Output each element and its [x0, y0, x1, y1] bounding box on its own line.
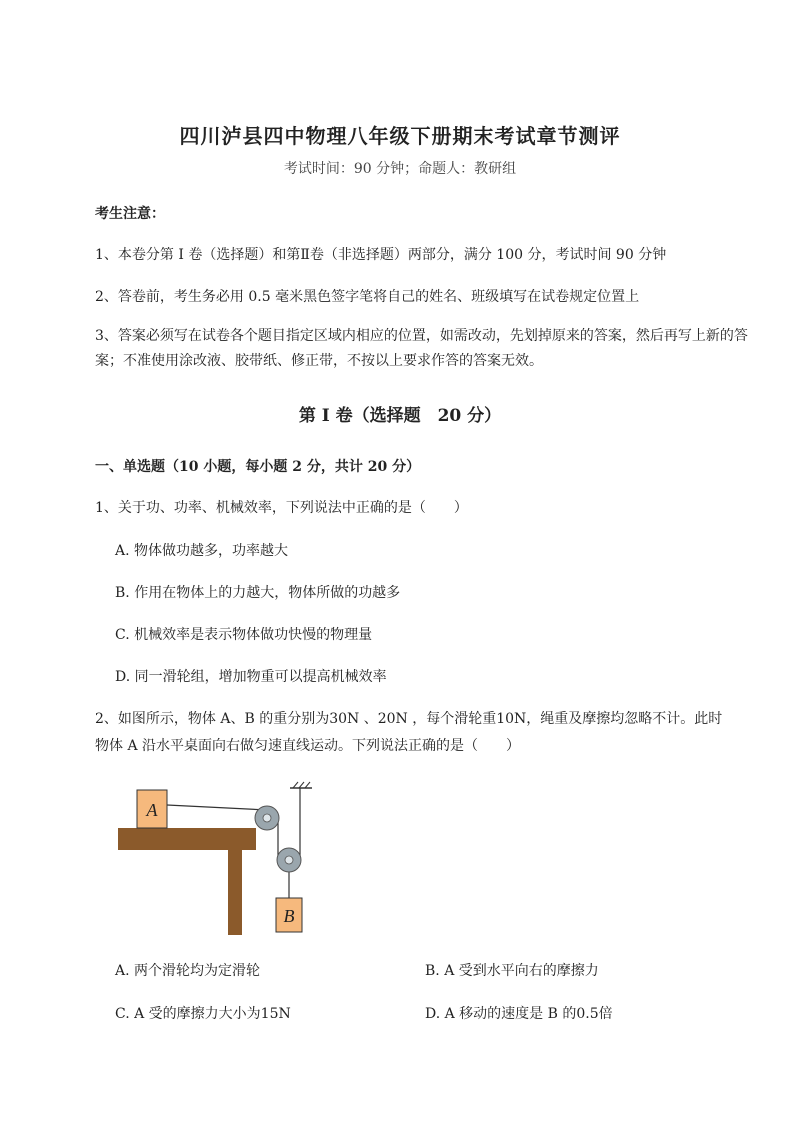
section-title: 第 I 卷（选择题 20 分）	[298, 406, 502, 426]
question-2-option-a: A. 两个滑轮均为定滑轮	[115, 963, 261, 979]
question-2-option-b: B. A 受到水平向右的摩擦力	[425, 963, 599, 979]
exam-info: 考试时间：90 分钟；命题人：教研组	[283, 161, 517, 177]
block-a-label: A	[146, 800, 158, 820]
question-1-option-d: D. 同一滑轮组，增加物重可以提高机械效率	[115, 669, 387, 685]
part-heading: 一、单选题（10 小题，每小题 2 分，共计 20 分）	[95, 459, 421, 475]
pulley-figure	[110, 780, 330, 940]
question-1-stem: 1、关于功、功率、机械效率，下列说法中正确的是（ ）	[95, 500, 468, 516]
question-1-option-b: B. 作用在物体上的力越大，物体所做的功越多	[115, 585, 401, 601]
notice-item-1: 1、本卷分第 I 卷（选择题）和第Ⅱ卷（非选择题）两部分，满分 100 分，考试时间 90 分钟	[95, 247, 667, 263]
rope-horizontal	[167, 805, 267, 810]
table-leg	[228, 850, 242, 935]
question-2-option-d: D. A 移动的速度是 B 的0.5倍	[425, 1006, 613, 1022]
block-b-label: B	[283, 906, 295, 926]
notice-item-3: 3、答案必须写在试卷各个题目指定区域内相应的位置，如需改动，先划掉原来的答案，然后再写上新的答案；不准使用涂改液、胶带纸、修正带，不按以上要求作答的答案无效。	[95, 328, 748, 369]
notice-heading: 考生注意：	[95, 206, 165, 222]
question-1-option-a: A. 物体做功越多，功率越大	[115, 543, 289, 559]
question-2-stem-line-1: 2、如图所示，物体 A、B 的重分别为30N 、20N ，每个滑轮重10N，绳重及摩擦均忽略不计。此时	[95, 711, 723, 727]
question-2-option-c: C. A 受的摩擦力大小为15N	[115, 1006, 291, 1022]
question-2-stem-line-2: 物体 A 沿水平桌面向右做匀速直线运动。下列说法正确的是（ ）	[95, 738, 521, 754]
notice-item-2: 2、答卷前，考生务必用 0.5 毫米黑色签字笔将自己的姓名、班级填写在试卷规定位置上	[95, 289, 640, 305]
question-1-option-c: C. 机械效率是表示物体做功快慢的物理量	[115, 627, 373, 643]
table-top	[118, 828, 256, 850]
page-title: 四川泸县四中物理八年级下册期末考试章节测评	[179, 124, 621, 148]
